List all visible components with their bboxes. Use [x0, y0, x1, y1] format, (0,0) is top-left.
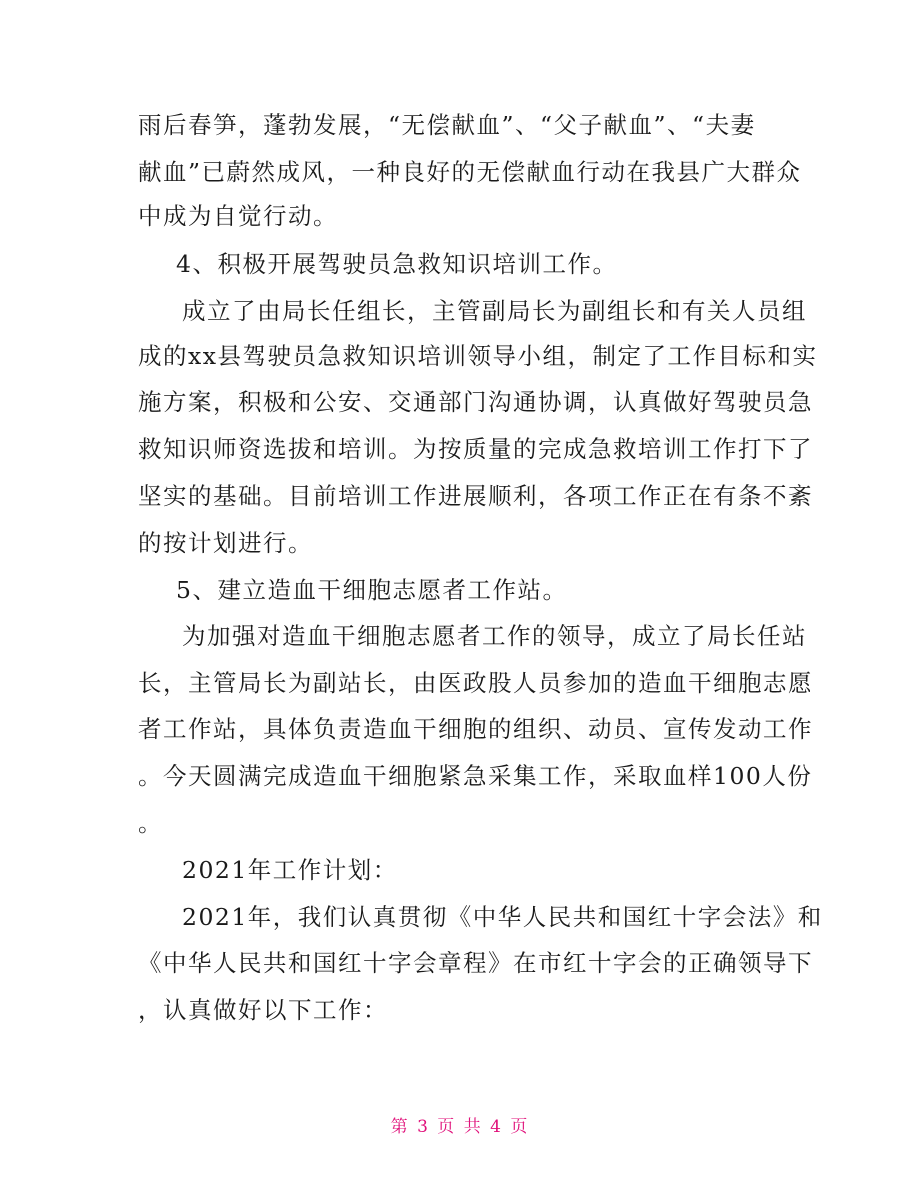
text-line: 为加强对造血干细胞志愿者工作的领导，成立了局长任站 — [182, 622, 807, 650]
page-number-footer: 第 3 页 共 4 页 — [390, 1117, 530, 1137]
text-line: 中成为自觉行动。 — [138, 202, 338, 230]
text-line: 者工作站，具体负责造血干细胞的组织、动员、宣传发动工作 — [138, 715, 813, 743]
text-line: 雨后春笋，蓬勃发展，“无偿献血”、“父子献血”、“夫妻 — [138, 111, 756, 139]
text-line: 成立了由局长任组长，主管副局长为副组长和有关人员组 — [182, 297, 807, 325]
section-heading-4: 4、积极开展驾驶员急救知识培训工作。 — [176, 250, 618, 278]
text-line: 。 — [138, 809, 163, 837]
text-line: 。今天圆满完成造血干细胞紧急采集工作，采取血样100人份 — [138, 762, 813, 790]
text-line: ，认真做好以下工作： — [138, 996, 388, 1024]
text-line: 长，主管局长为副站长，由医政股人员参加的造血干细胞志愿 — [138, 669, 813, 697]
text-line: 献血”已蔚然成风，一种良好的无偿献血行动在我县广大群众 — [138, 158, 802, 186]
text-line: 坚实的基础。目前培训工作进展顺利，各项工作正在有条不紊 — [138, 482, 813, 510]
text-line: 成的xx县驾驶员急救知识培训领导小组，制定了工作目标和实 — [138, 342, 818, 370]
text-line: 2021年，我们认真贯彻《中华人民共和国红十字会法》和 — [182, 903, 823, 931]
text-line: 《中华人民共和国红十字会章程》在市红十字会的正确领导下 — [138, 949, 813, 977]
text-line: 救知识师资选拔和培训。为按质量的完成急救培训工作打下了 — [138, 435, 813, 463]
text-line: 的按计划进行。 — [138, 529, 313, 557]
plan-heading: 2021年工作计划： — [182, 856, 398, 884]
section-heading-5: 5、建立造血干细胞志愿者工作站。 — [176, 576, 568, 604]
text-line: 施方案，积极和公安、交通部门沟通协调，认真做好驾驶员急 — [138, 388, 813, 416]
